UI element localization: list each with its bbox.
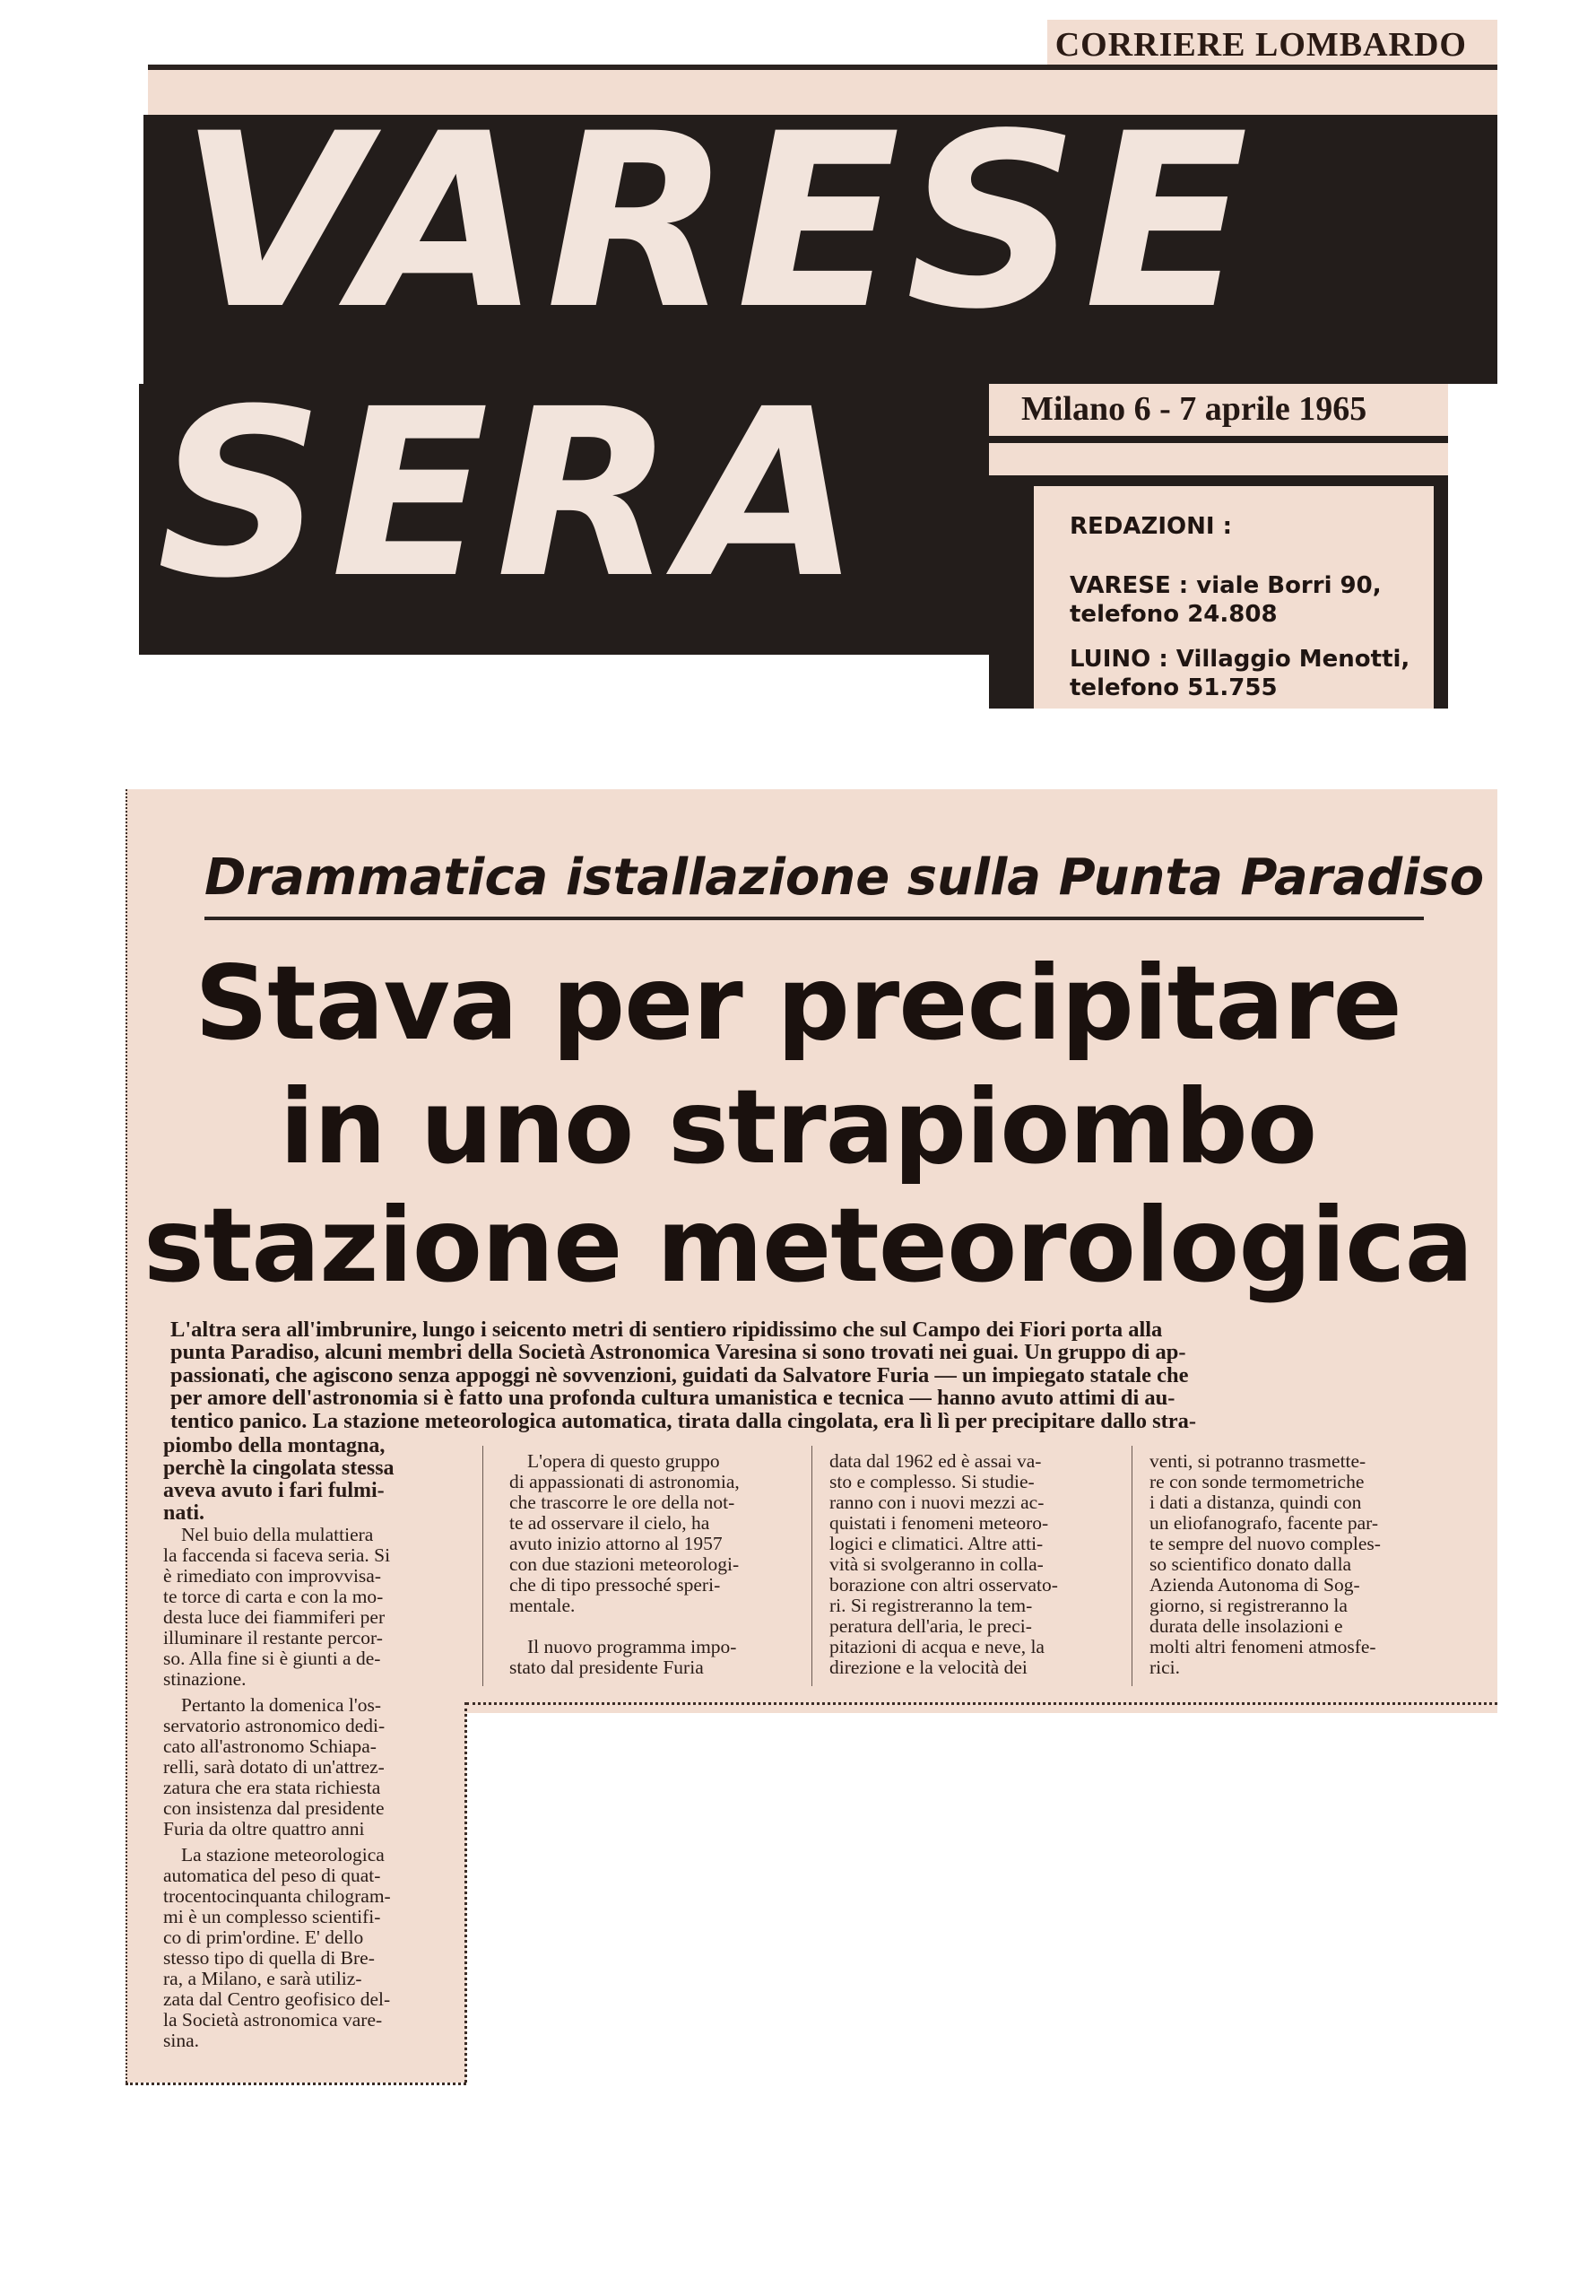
column-line: servatorio astronomico dedi- (163, 1715, 386, 1736)
column-line: che trascorre le ore della not- (509, 1492, 735, 1513)
redazioni-title: REDAZIONI : (1070, 513, 1232, 540)
sera-title: SERA (157, 384, 868, 629)
headline-line: stazione meteorologica (143, 1186, 1473, 1305)
column-4 (1149, 1451, 1450, 1678)
column-line: perchè la cingolata stessa (163, 1457, 395, 1480)
varese-title: VARESE (179, 115, 1254, 362)
redazioni-box (989, 475, 1448, 709)
article-lead (170, 1318, 1479, 1432)
headline-line: in uno strapiombo (279, 1067, 1317, 1187)
date-pale-band (989, 443, 1448, 475)
column-line: trocentocinquanta chilogram- (163, 1885, 391, 1907)
date-box (989, 384, 1448, 436)
column-line: illuminare il restante percor- (163, 1627, 383, 1648)
kicker-rule (204, 917, 1424, 920)
column-line (509, 1616, 794, 1637)
column-line: ra, a Milano, e sarà utiliz- (163, 1968, 362, 1989)
column-line: relli, sarà dotato di un'attrez- (163, 1756, 385, 1778)
clipping-cut-line (466, 1702, 1497, 1705)
column-line: Pertanto la domenica l'os- (181, 1694, 381, 1716)
column-line: ranno con i nuovi mezzi ac- (829, 1492, 1045, 1513)
column-line: vità si svolgeranno in colla- (829, 1553, 1044, 1575)
column-line: Azienda Autonoma di Sog- (1149, 1574, 1360, 1596)
column-line: con insistenza dal presidente (163, 1797, 385, 1819)
clipping-left-edge (126, 789, 127, 2083)
column-line: direzione e la velocità dei (829, 1657, 1028, 1678)
column-line: re con sonde termometriche (1149, 1471, 1365, 1492)
column-line: sto e complesso. Si studie- (829, 1471, 1035, 1492)
column-2 (509, 1451, 794, 1678)
column-line: te ad osservare il cielo, ha (509, 1512, 710, 1534)
clipping-cut-line-vertical (464, 1702, 467, 2083)
column-line: mentale. (509, 1595, 576, 1616)
redazioni-line: telefono 24.808 (1070, 601, 1278, 628)
corriere-lombardo-label: CORRIERE LOMBARDO (1054, 26, 1467, 64)
lead-line: passionati, che agiscono senza appoggi nè sovvenzioni, guidati da Salvatore Furia — un impiegato statale che (170, 1362, 1189, 1387)
column-line: zata dal Centro geofisico del- (163, 1988, 391, 2010)
column-line: data dal 1962 ed è assai va- (829, 1450, 1042, 1472)
column-3 (829, 1451, 1115, 1678)
column-line: nati. (163, 1501, 205, 1525)
column-1-bold (163, 1435, 459, 1525)
headline-line: Stava per precipitare (195, 944, 1401, 1063)
column-line: aveva avuto i fari fulmi- (163, 1479, 385, 1502)
column-line: co di prim'ordine. E' dello (163, 1926, 364, 1948)
column-line: desta luce dei fiammiferi per (163, 1606, 386, 1628)
column-line: zatura che era stata richiesta (163, 1777, 381, 1798)
column-line: ri. Si registreranno la tem- (829, 1595, 1033, 1616)
corriere-lombardo-strip (1047, 20, 1497, 66)
varese-masthead (143, 115, 1497, 384)
column-line: giorno, si registreranno la (1149, 1595, 1348, 1616)
issue-date: Milano 6 - 7 aprile 1965 (1021, 390, 1367, 428)
column-line: pitazioni di acqua e neve, la (829, 1636, 1045, 1657)
column-line: La stazione meteorologica (181, 1844, 385, 1866)
clipping-cut-line-bottom (126, 2083, 466, 2085)
column-line: mi è un complesso scientifi- (163, 1906, 381, 1927)
column-line: L'opera di questo gruppo (527, 1450, 720, 1472)
column-line: logici e climatici. Altre atti- (829, 1533, 1044, 1554)
column-line: stato dal presidente Furia (509, 1657, 704, 1678)
column-line: la faccenda si faceva seria. Si (163, 1544, 391, 1566)
column-line: con due stazioni meteorologi- (509, 1553, 740, 1575)
redazioni-line: LUINO : Villaggio Menotti, (1070, 646, 1410, 673)
column-line: la Società astronomica vare- (163, 2009, 383, 2031)
column-line: Nel buio della mulattiera (181, 1524, 374, 1545)
column-line: venti, si potranno trasmette- (1149, 1450, 1366, 1472)
lead-line: L'altra sera all'imbrunire, lungo i seicento metri di sentiero ripidissimo che sul Campo dei Fiori porta alla (170, 1318, 1163, 1342)
column-line: piombo della montagna, (163, 1434, 386, 1457)
column-line: stinazione. (163, 1668, 247, 1690)
column-1 (163, 1525, 459, 2051)
column-line: borazione con altri osservato- (829, 1574, 1058, 1596)
column-line: i dati a distanza, quindi con (1149, 1492, 1362, 1513)
column-line: so scientifico donato dalla (1149, 1553, 1352, 1575)
column-line: che di tipo pressoché speri- (509, 1574, 721, 1596)
redazioni-line: telefono 51.755 (1070, 674, 1278, 701)
column-line: Furia da oltre quattro anni (163, 1818, 365, 1839)
date-rule (989, 436, 1448, 443)
lead-line: tentico panico. La stazione meteorologica automatica, tirata dalla cingolata, era lì lì per precipitare dallo stra- (170, 1408, 1197, 1433)
column-line: quistati i fenomeni meteoro- (829, 1512, 1049, 1534)
article-kicker: Drammatica istallazione sulla Punta Paradiso (204, 848, 1485, 907)
redazioni-panel (1034, 486, 1434, 709)
masthead-pale-band (148, 70, 1497, 115)
column-line: so. Alla fine si è giunti a de- (163, 1648, 381, 1669)
column-line: è rimediato con improvvisa- (163, 1565, 381, 1587)
lead-line: per amore dell'astronomia si è fatto una profonda cultura umanistica e tecnica — hanno avuto attimi di au- (170, 1386, 1175, 1411)
column-line: te sempre del nuovo comples- (1149, 1533, 1381, 1554)
column-divider (811, 1446, 812, 1686)
column-line: sina. (163, 2030, 200, 2051)
column-line: durata delle insolazioni e (1149, 1615, 1343, 1637)
column-line: di appassionati di astronomia, (509, 1471, 740, 1492)
column-divider (482, 1446, 483, 1686)
column-line: Il nuovo programma impo- (527, 1636, 737, 1657)
sera-masthead (139, 384, 989, 655)
lead-line: punta Paradiso, alcuni membri della Società Astronomica Varesina si sono trovati nei guai. Un gruppo di ap- (170, 1340, 1186, 1365)
column-line: automatica del peso di quat- (163, 1865, 381, 1886)
column-line: te torce di carta e con la mo- (163, 1586, 384, 1607)
column-line: molti altri fenomeni atmosfe- (1149, 1636, 1376, 1657)
column-line: un eliofanografo, facente par- (1149, 1512, 1379, 1534)
column-line: stesso tipo di quella di Bre- (163, 1947, 375, 1969)
column-line: avuto inizio attorno al 1957 (509, 1533, 723, 1554)
column-line: peratura dell'aria, le preci- (829, 1615, 1032, 1637)
column-line: cato all'astronomo Schiapa- (163, 1735, 377, 1757)
column-line: rici. (1149, 1657, 1181, 1678)
redazioni-line: VARESE : viale Borri 90, (1070, 572, 1382, 599)
